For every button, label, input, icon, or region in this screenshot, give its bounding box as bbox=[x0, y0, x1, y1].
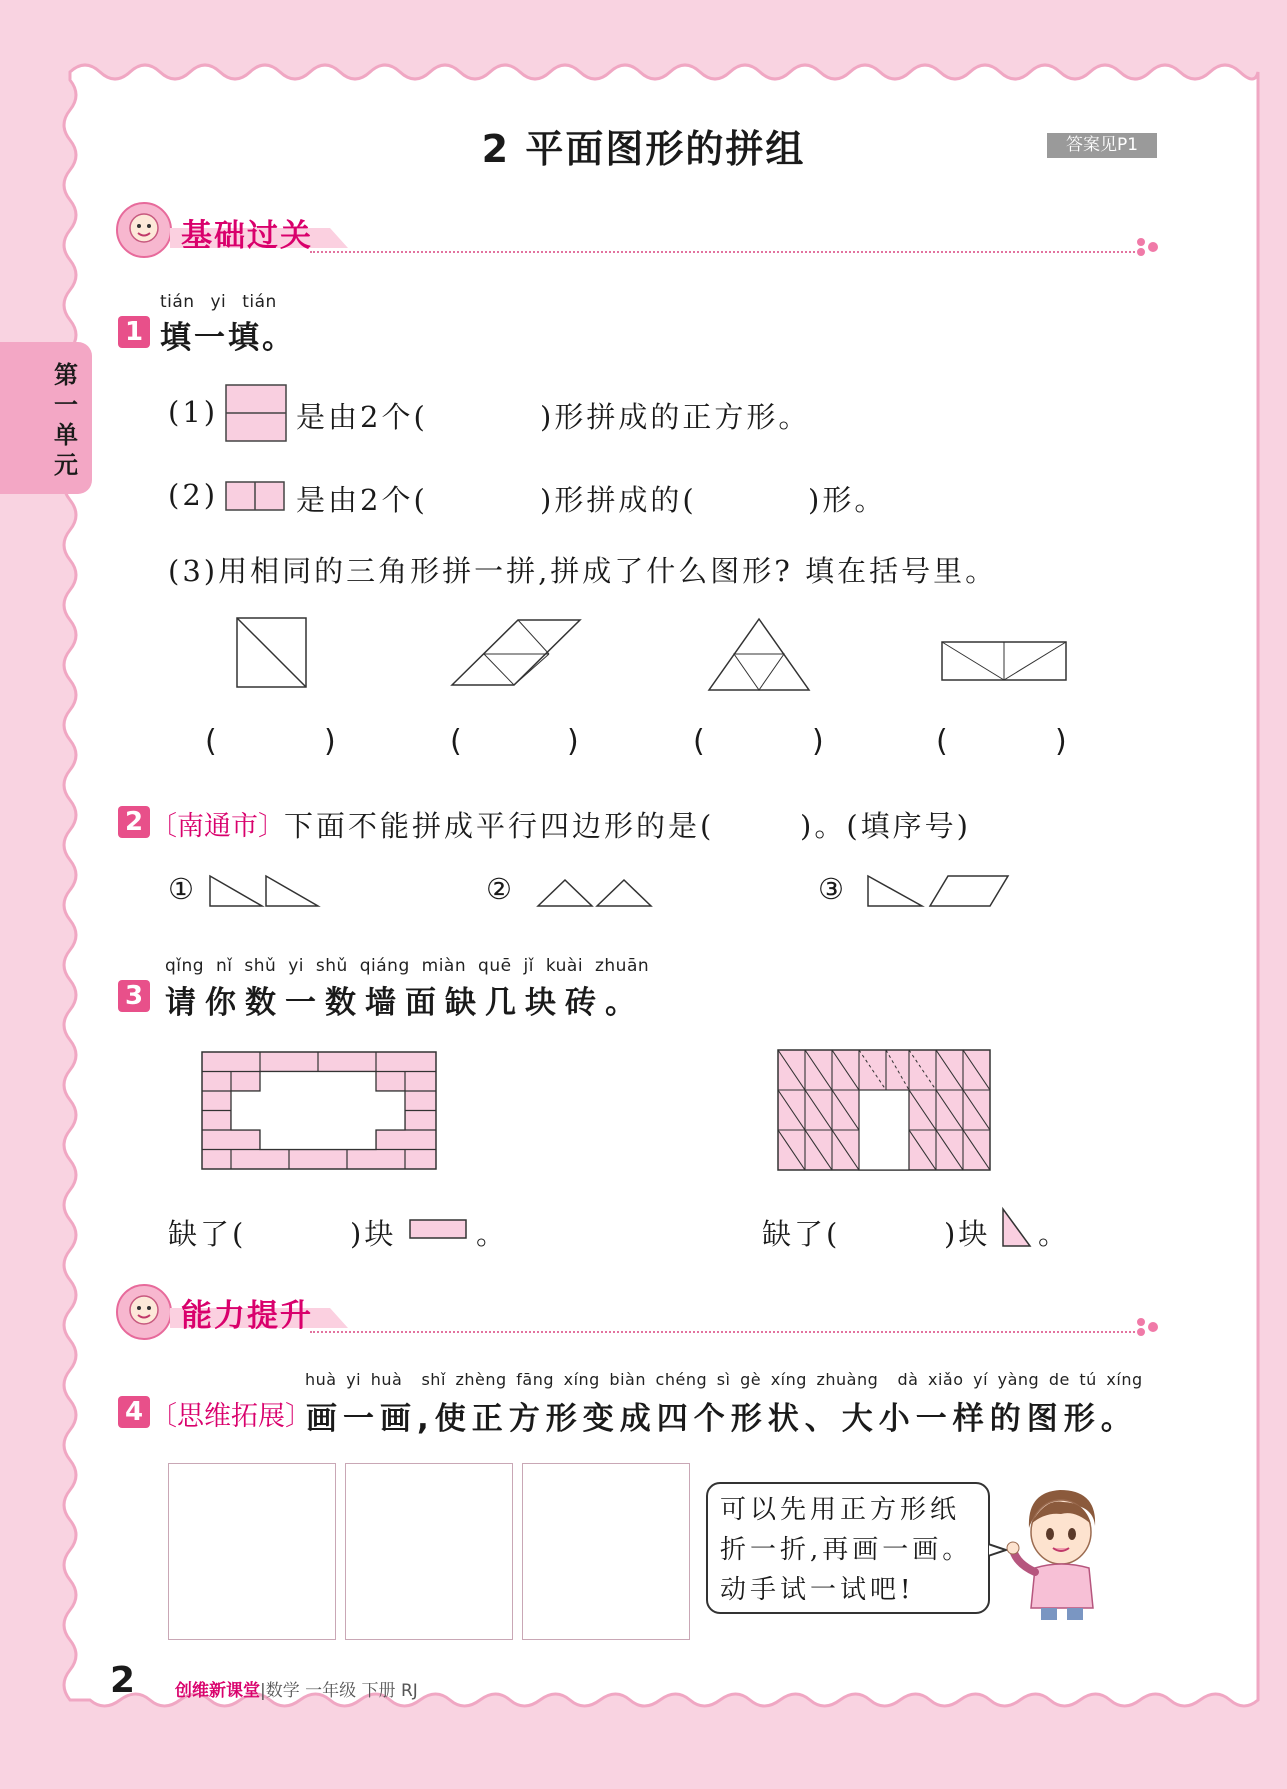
q3-left-answer-b: )块 bbox=[350, 1217, 397, 1251]
q2-option-3-label: ③ bbox=[818, 872, 847, 906]
drawing-box-2[interactable] bbox=[345, 1463, 513, 1640]
q1-1-label: (1) bbox=[168, 395, 219, 429]
unit-side-label: 第一单元 bbox=[54, 361, 78, 479]
q1-prompt: 填一填。 bbox=[160, 320, 296, 356]
answer-reference-tag: 答案见P1 bbox=[1047, 133, 1157, 158]
section-basic-title: 基础过关 bbox=[181, 218, 313, 254]
q3-right-answer-end: 。 bbox=[1038, 1217, 1071, 1251]
parallelogram-four-triangles-figure bbox=[448, 617, 584, 689]
boy-character-illustration bbox=[1005, 1484, 1115, 1624]
hint-speech-bubble bbox=[706, 1482, 990, 1614]
hint-line-1: 可以先用正方形纸 bbox=[720, 1495, 961, 1525]
section-advance-title: 能力提升 bbox=[181, 1298, 313, 1334]
section-divider bbox=[310, 251, 1135, 253]
q4-pinyin: huà yi huà shǐ zhèng fāng xíng biàn chéng sì gè xíng zhuàng dà xiǎo yí yàng de tú xíng bbox=[305, 1370, 1143, 1389]
q3-right-answer-b: )块 bbox=[944, 1217, 991, 1251]
q2-option-1-figure bbox=[208, 874, 324, 908]
footer-brand: 创维新课堂 bbox=[175, 1681, 260, 1701]
dots-decoration bbox=[1135, 236, 1165, 258]
q3-pinyin: qǐng nǐ shǔ yi shǔ qiáng miàn quē jǐ kuài zhuān bbox=[165, 956, 650, 976]
q2-option-1-label: ① bbox=[168, 872, 197, 906]
q3-prompt: 请你数一数墙面缺几块砖。 bbox=[165, 985, 645, 1021]
q1-3-text: (3)用相同的三角形拼一拼,拼成了什么图形? 填在括号里。 bbox=[168, 554, 998, 588]
q3-left-answer-a: 缺了( bbox=[168, 1217, 247, 1251]
q4-number-badge: 4 bbox=[118, 1396, 150, 1428]
rectangle-two-squares-figure bbox=[224, 480, 288, 514]
q1-3-paren-close-2: ) bbox=[567, 724, 579, 759]
drawing-box-1[interactable] bbox=[168, 1463, 336, 1640]
q1-3-paren-open-2: ( bbox=[450, 724, 462, 759]
triangle-four-triangles-figure bbox=[706, 616, 812, 694]
q2-option-2-label: ② bbox=[486, 872, 515, 906]
q2-option-2-figure bbox=[536, 878, 654, 908]
hint-line-2: 折一折,再画一画。 bbox=[720, 1535, 973, 1565]
mascot-icon bbox=[114, 200, 174, 260]
section-divider bbox=[310, 1331, 1135, 1333]
q2-number-badge: 2 bbox=[118, 806, 150, 838]
q1-3-paren-open-3: ( bbox=[693, 724, 705, 759]
brick-icon bbox=[408, 1218, 470, 1242]
dots-decoration bbox=[1135, 1316, 1165, 1338]
q1-2-label: (2) bbox=[168, 478, 219, 512]
q3-left-answer-end: 。 bbox=[476, 1217, 509, 1251]
q1-3-paren-close-4: ) bbox=[1055, 724, 1067, 759]
q1-3-paren-open-4: ( bbox=[936, 724, 948, 759]
q4-prompt: 画一画,使正方形变成四个形状、大小一样的图形。 bbox=[306, 1401, 1138, 1437]
q2-prompt: 下面不能拼成平行四边形的是( bbox=[284, 809, 715, 843]
q3-right-answer-a: 缺了( bbox=[762, 1217, 841, 1251]
q3-number-badge: 3 bbox=[118, 980, 150, 1012]
q1-3-paren-open-1: ( bbox=[205, 724, 217, 759]
square-two-triangles-figure bbox=[234, 615, 310, 691]
q1-1-text-a: 是由2个( bbox=[296, 400, 428, 434]
q2-option-3-figure bbox=[866, 874, 1010, 908]
footer-subject: |数学 一年级 下册 RJ bbox=[260, 1681, 418, 1701]
q1-number-badge: 1 bbox=[118, 316, 150, 348]
square-two-rectangles-figure bbox=[224, 383, 288, 443]
rectangle-four-triangles-figure bbox=[940, 640, 1068, 682]
footer-info bbox=[175, 1676, 418, 1701]
triangle-tile-wall-gap bbox=[776, 1048, 992, 1172]
q1-2-text-c: )形。 bbox=[808, 483, 887, 517]
mascot-icon bbox=[114, 1282, 174, 1342]
q1-2-text-b: )形拼成的( bbox=[540, 483, 697, 517]
q1-pinyin: tián yi tián bbox=[160, 292, 277, 312]
q1-3-paren-close-3: ) bbox=[812, 724, 824, 759]
q1-3-paren-close-1: ) bbox=[324, 724, 336, 759]
triangle-tile-icon bbox=[1000, 1206, 1034, 1250]
page-number: 2 bbox=[110, 1660, 136, 1701]
brick-wall-rectangular-gap bbox=[200, 1050, 438, 1172]
q2-prompt-end: )。(填序号) bbox=[800, 809, 971, 843]
q1-1-text-b: )形拼成的正方形。 bbox=[540, 400, 811, 434]
hint-line-3: 动手试一试吧! bbox=[720, 1575, 915, 1605]
drawing-box-3[interactable] bbox=[522, 1463, 690, 1640]
page-title: 2 平面图形的拼组 bbox=[481, 127, 806, 171]
q2-source-tag: 〔南通市〕 bbox=[150, 811, 285, 842]
q1-2-text-a: 是由2个( bbox=[296, 483, 428, 517]
q4-source-tag: 〔思维拓展〕 bbox=[150, 1401, 312, 1432]
